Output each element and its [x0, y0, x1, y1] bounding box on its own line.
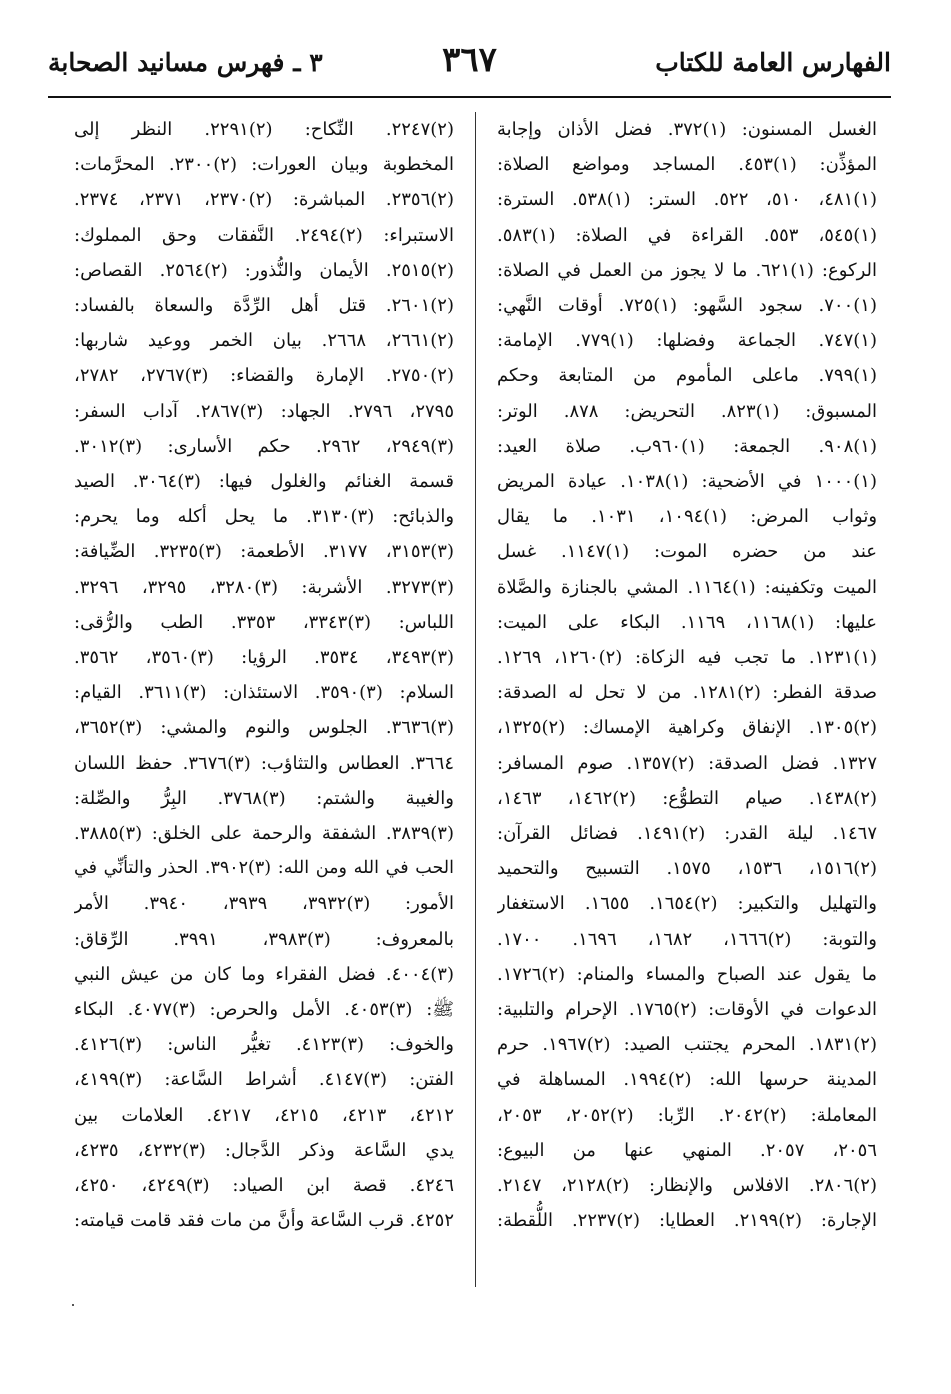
index-line: عليها: (١)١١٦٨، ١١٦٩. البكاء على الميت: [497, 611, 877, 633]
index-line: قسمة الغنائم والغلول فيها: (٣)٣٠٦٤. الصيد [74, 471, 454, 493]
index-line: الإجارة: (٢)٢١٩٩. العطايا: (٢)٢٢٣٧. اللُّقطة: [497, 1210, 877, 1232]
index-line: (٢)٢٦٦١، ٢٦٦٨. بيان الخمر ووعيد شاربها: [74, 330, 454, 352]
index-line: الميت وتكفينه: (١)١١٦٤. المشي بالجنازة والصَّلاة [497, 576, 877, 598]
index-line: ٢٠٥٦، ٢٠٥٧. المنهي عنها من البيوع: [497, 1139, 877, 1161]
page-mark [72, 1304, 74, 1306]
index-line: (٢)٢٢٤٧. النِّكاح: (٢)٢٢٩١. النظر إلى [74, 119, 454, 140]
index-line: والخوف: (٣)٤١٢٣. تغيُّر الناس: (٣)٤١٢٦. [74, 1034, 454, 1056]
index-line: (٣)٣٦٣٦. الجلوس والنوم والمشي: (٣)٣٦٥٢، [74, 717, 454, 739]
index-line: صدقة الفطر: (٢)١٢٨١. من لا تحل له الصدقة: [497, 682, 877, 704]
index-line: (٢)١٣٠٥. الإنفاق وكراهية الإمساك: (٢)١٣٢٥، [497, 717, 877, 739]
index-line: (١)١٢٣١. ما تجب فيه الزكاة: (٢)١٢٦٠، ١٢٦٩. [497, 647, 877, 669]
index-line: ٤٢٥٢. قرب السَّاعة وأنَّ من مات فقد قامت قيامته: [74, 1210, 454, 1232]
index-line: المعاملة: (٢)٢٠٤٢. الرِّبا: (٢)٢٠٥٢، ٢٠٥٣، [497, 1104, 877, 1126]
index-line: (٣)٢٩٤٩، ٢٩٦٢. حكم الأسارى: (٣)٣٠١٢. [74, 435, 454, 457]
index-line: (١)٧٠٠. سجود السَّهو: (١)٧٢٥. أوقات النَّهي: [497, 295, 877, 317]
index-line: (٣)٤٠٠٤. فضل الفقراء وما كان من عيش النبي [74, 963, 454, 985]
index-line: (١)٩٠٨. الجمعة: (١)٩٦٠ب. صلاة العيد: [497, 435, 877, 457]
index-line: المخطوبة وبيان العورات: (٢)٢٣٠٠. المحرَّمات: [74, 154, 454, 176]
index-line: (٢)٢٧٥٠. الإمارة والقضاء: (٣)٢٧٦٧، ٢٧٨٢، [74, 365, 454, 387]
index-line: (١)٤٨١، ٥١٠، ٥٢٢. الستر: (١)٥٣٨. السترة: [497, 189, 877, 211]
index-line: وثواب المرض: (١)١٠٩٤، ١٠٣١. ما يقال [497, 506, 877, 528]
index-line: (٣)٣١٥٣، ٣١٧٧. الأطعمة: (٣)٣٢٣٥. الضِّيافة: [74, 541, 454, 563]
index-line: (١)٧٩٩. ماعلى المأموم من المتابعة وحكم [497, 365, 877, 387]
index-line: ٢٧٩٥، ٢٧٩٦. الجهاد: (٣)٢٨٦٧. آداب السفر: [74, 400, 454, 422]
index-line: (١)٥٤٥، ٥٥٣. القراءة في الصلاة: (١)٥٨٣. [497, 224, 877, 246]
right-text-column [497, 112, 877, 1292]
index-line: ﷺ: (٣)٤٠٥٣. الأمل والحرص: (٣)٤٠٧٧. البكاء [74, 999, 454, 1021]
page-header [48, 40, 891, 90]
index-line: والتهليل والتكبير: (٢)١٦٥٤. ١٦٥٥. الاستغفار [497, 893, 877, 915]
index-line: والغيبة والشتم: (٣)٣٧٦٨. البِرُّ والصِّلة: [74, 787, 454, 809]
column-divider [475, 112, 476, 1287]
index-line: (٣)٣٤٩٣، ٣٥٣٤. الرؤيا: (٣)٣٥٦٠، ٣٥٦٢. [74, 647, 454, 669]
index-line: اللباس: (٣)٣٣٤٣، ٣٣٥٣. الطب والرُّقى: [74, 611, 454, 633]
index-line: ٣٦٦٤. العطاس والتثاؤب: (٣)٣٦٧٦. حفظ اللسان [74, 752, 454, 774]
index-line: (٢)١٤٣٨. صيام التطوُّع: (٢)١٤٦٢، ١٤٦٣، [497, 787, 877, 809]
section-title: ٣ ـ فهرس مسانيد الصحابة [48, 48, 323, 77]
index-line: (٢)٢٣٥٦. المباشرة: (٢)٢٣٧٠، ٢٣٧١، ٢٣٧٤. [74, 189, 454, 211]
index-line: (١)١٠٠٠ في الأضحية: (١)١٠٣٨. عيادة المريض [497, 471, 877, 493]
index-line: الاستبراء: (٢)٢٤٩٤. النَّفقات وحق المملوك: [74, 224, 454, 246]
index-line: عند من حضره الموت: (١)١١٤٧. غسل [497, 541, 877, 563]
index-line: والتوبة: (٢)١٦٦٦، ١٦٨٢، ١٦٩٦. ١٧٠٠. [497, 928, 877, 950]
index-line: (٢)١٥١٦، ١٥٣٦، ١٥٧٥. التسبيح والتحميد [497, 858, 877, 880]
index-line: المسبوق: (١)٨٢٣. التحريض: ٨٧٨. الوتر: [497, 400, 877, 422]
index-line: السلام: (٣)٣٥٩٠. الاستئذان: (٣)٣٦١١. القيام: [74, 682, 454, 704]
index-line: الغسل المسنون: (١)٣٧٢. فضل الأذان وإجابة [497, 119, 877, 140]
index-line: ٤٢٤٦. قصة ابن الصياد: (٣)٤٢٤٩، ٤٢٥٠، [74, 1175, 454, 1197]
index-line: ١٤٦٧. ليلة القدر: (٢)١٤٩١. فضائل القرآن: [497, 823, 877, 845]
index-line: (٢)١٨٣١. المحرم يجتنب الصيد: (٢)١٩٦٧. حرم [497, 1034, 877, 1056]
index-line: (٢)٢٥١٥. الأيمان والنُّذور: (٢)٢٥٦٤. القصاص: [74, 259, 454, 281]
index-line: بالمعروف: (٣)٣٩٨٣، ٣٩٩١. الرِّقاق: [74, 928, 454, 950]
page-number: ٣٦٧ [442, 40, 497, 80]
index-line: ما يقول عند الصباح والمساء والمنام: (٢)١٧٢٦. [497, 963, 877, 985]
index-line: (٢)٢٦٠١. قتل أهل الرِّدَّة والسعاة بالفساد: [74, 295, 454, 317]
index-line: الركوع: (١)٦٢١. ما لا يجوز من العمل في الصلاة: [497, 259, 877, 281]
index-line: ٤٢١٢، ٤٢١٣، ٤٢١٥، ٤٢١٧. العلامات بين [74, 1104, 454, 1126]
index-line: الدعوات في الأوقات: (٢)١٧٦٥. الإحرام والتلبية: [497, 999, 877, 1021]
index-line: (٣)٣٢٧٣. الأشربة: (٣)٣٢٨٠، ٣٢٩٥، ٣٢٩٦. [74, 576, 454, 598]
index-line: والذبائح: (٣)٣١٣٠. ما يحل أكله وما يحرم: [74, 506, 454, 528]
index-line: الفتن: (٣)٤١٤٧. أشراط السَّاعة: (٣)٤١٩٩، [74, 1069, 454, 1091]
left-text-column [74, 112, 454, 1292]
index-line: (٣)٣٨٣٩. الشفقة والرحمة على الخلق: (٣)٣٨٨٥. [74, 823, 454, 845]
index-line: المدينة حرسها الله: (٢)١٩٩٤. المساهلة في [497, 1069, 877, 1091]
index-line: الحب في الله ومن الله: (٣)٣٩٠٢. الحذر والتأنِّي في [74, 858, 454, 879]
index-line: (٢)٢٨٠٦. الافلاس والإنظار: (٢)٢١٢٨، ٢١٤٧. [497, 1175, 877, 1197]
book-index-title: الفهارس العامة للكتاب [655, 48, 891, 77]
index-line: يدي السَّاعة وذكر الدَّجال: (٣)٤٢٣٢، ٤٢٣٥، [74, 1139, 454, 1161]
header-rule [48, 96, 891, 98]
index-line: المؤذِّن: (١)٤٥٣. المساجد ومواضع الصلاة: [497, 154, 877, 176]
index-line: الأمور: (٣)٣٩٣٢، ٣٩٣٩، ٣٩٤٠. الأمر [74, 893, 454, 915]
index-line: ١٣٢٧. فضل الصدقة: (٢)١٣٥٧. صوم المسافر: [497, 752, 877, 774]
index-line: (١)٧٤٧. الجماعة وفضلها: (١)٧٧٩. الإمامة: [497, 330, 877, 352]
